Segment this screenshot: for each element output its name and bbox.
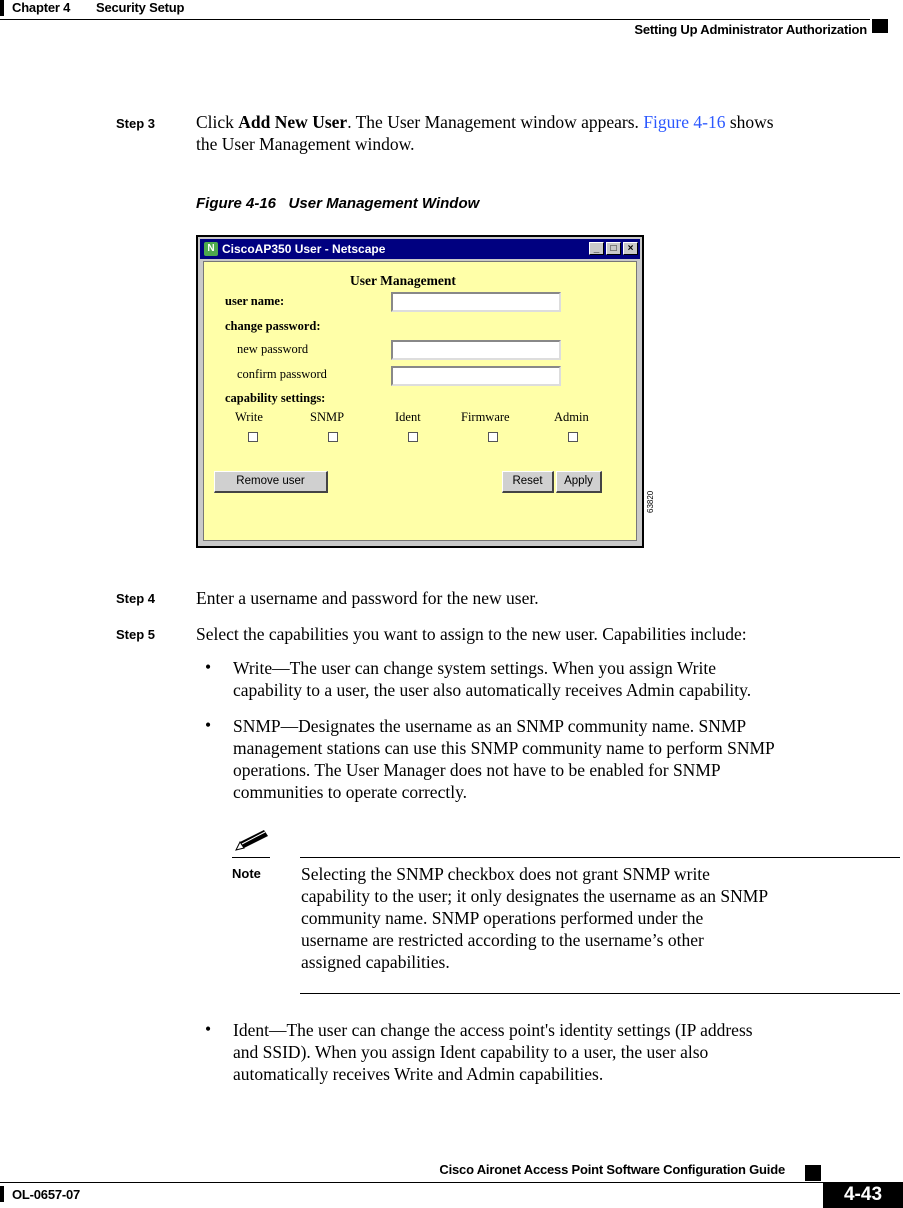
firmware-checkbox[interactable] (488, 432, 498, 442)
note-bottom-rule (300, 993, 900, 994)
bullet-snmp-marker: • (205, 715, 212, 735)
bullet-ident: Ident—The user can change the access point's identity settings (IP address and SSID). When you assign Ident capability to a user, the user also automatically receives Write and Admin capabilities. (233, 1020, 753, 1084)
figure-title: User Management Window (288, 195, 480, 212)
confirm-password-input[interactable] (391, 366, 561, 386)
change-password-label: change password: (225, 319, 321, 333)
capability-label-snmp: SNMP (310, 410, 345, 424)
step5-text: Select the capabilities you want to assign to the new user. Capabilities include: (196, 624, 747, 644)
step4-label: Step 4 (116, 591, 156, 606)
header-section-title: Setting Up Administrator Authorization (634, 22, 867, 37)
minimize-icon[interactable]: _ (589, 242, 604, 255)
apply-button[interactable]: Apply (556, 471, 602, 493)
bullet-write-marker: • (205, 657, 212, 677)
step5-label: Step 5 (116, 627, 156, 642)
footer-square (805, 1165, 821, 1181)
bullet-snmp: SNMP—Designates the username as an SNMP community name. SNMP management stations can use this SNMP community name to perform SNMP operations. The User Manager does not have to be enabled for SNMP communities to operate correctly. (233, 716, 775, 802)
capability-label-firmware: Firmware (461, 410, 510, 424)
capability-label-write: Write (235, 410, 263, 424)
new-password-label: new password (237, 342, 309, 356)
form-heading: User Management (350, 273, 456, 288)
ident-checkbox[interactable] (408, 432, 418, 442)
close-icon[interactable]: × (623, 242, 638, 255)
user-name-input[interactable] (391, 292, 561, 312)
header-chapter-title: Security Setup (96, 0, 185, 15)
window-client-area (203, 261, 637, 541)
step3-text: Click Add New User. The User Management window appears. Figure 4-16 shows the User Management window. (196, 112, 774, 154)
reset-button[interactable]: Reset (502, 471, 554, 493)
capability-label-ident: Ident (395, 410, 421, 424)
remove-user-button[interactable]: Remove user (214, 471, 328, 493)
note-icon-rule (232, 857, 270, 858)
maximize-icon[interactable]: □ (606, 242, 621, 255)
netscape-icon: N (204, 242, 218, 256)
footer-guide-title: Cisco Aironet Access Point Software Configuration Guide (439, 1162, 785, 1177)
capability-settings-label: capability settings: (225, 391, 326, 405)
footer-marker (0, 1186, 4, 1202)
window-title: CiscoAP350 User - Netscape (222, 242, 386, 256)
user-name-label: user name: (225, 294, 285, 308)
pencil-icon (232, 828, 272, 854)
figure-number: Figure 4-16 (196, 195, 277, 212)
header-rule (0, 19, 870, 20)
add-new-user-term: Add New User (238, 112, 348, 132)
window-titlebar (200, 239, 640, 259)
admin-checkbox[interactable] (568, 432, 578, 442)
note-text: Selecting the SNMP checkbox does not grant SNMP write capability to the user; it only designates the username as an SNMP community name. SNMP operations performed under the username are restricted according to the username’s other assigned capabilities. (301, 864, 769, 972)
user-management-window (196, 235, 644, 548)
note-top-rule (300, 857, 900, 858)
confirm-password-label: confirm password (237, 367, 327, 381)
step4-text: Enter a username and password for the new user. (196, 588, 539, 608)
header-square (872, 19, 888, 33)
step3-label: Step 3 (116, 116, 156, 131)
new-password-input[interactable] (391, 340, 561, 360)
figure-id: 63820 (646, 490, 655, 513)
write-checkbox[interactable] (248, 432, 258, 442)
figure-4-16-link[interactable]: Figure 4-16 (643, 112, 726, 132)
page-number: 4-43 (823, 1182, 903, 1208)
figure-caption (196, 195, 479, 212)
capability-label-admin: Admin (554, 410, 589, 424)
header-marker (0, 0, 4, 16)
note-label: Note (232, 866, 261, 881)
footer-rule (0, 1182, 903, 1183)
bullet-write: Write—The user can change system settings. When you assign Write capability to a user, the user also automatically receives Admin capability. (233, 658, 752, 700)
footer-doc-number: OL-0657-07 (12, 1187, 81, 1202)
bullet-ident-marker: • (205, 1019, 212, 1039)
header-chapter: Chapter 4 (12, 0, 71, 15)
snmp-checkbox[interactable] (328, 432, 338, 442)
